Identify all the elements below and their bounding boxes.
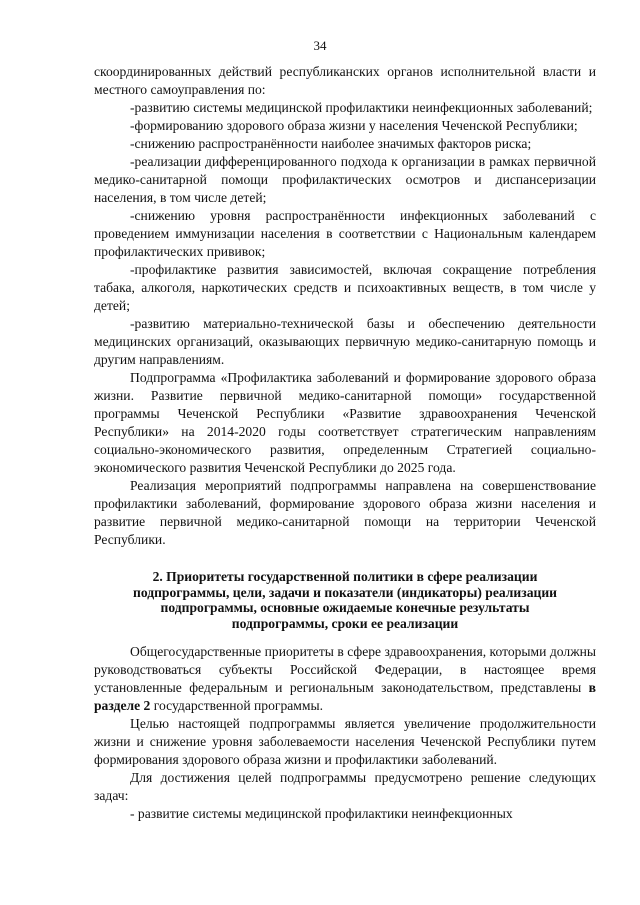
paragraphs-bottom (94, 715, 596, 823)
paragraph: -снижению уровня распространённости инфекционных заболеваний с проведением иммунизации населения в соответствии с Национальным календарем профилактических прививок; (94, 208, 596, 259)
heading-line: подпрограммы, сроки ее реализации (231, 615, 459, 631)
priorities-bold-reference: в разделе 2 (94, 680, 596, 713)
priorities-text-before: Общегосударственные приоритеты в сфере здравоохранения, которыми должны руководствоваться субъекты Российской Федерации, в настоящее время установленные федеральным и региональным законодательством, представлены (94, 644, 596, 695)
paragraph: -формированию здорового образа жизни у населения Чеченской Республики; (130, 118, 578, 133)
paragraph: -снижению распространённости наиболее значимых факторов риска; (130, 136, 532, 151)
paragraph: -реализации дифференцированного подхода к организации в рамках первичной медико-санитарной помощи профилактических осмотров и диспансеризации населения, в том числе детей; (94, 154, 596, 205)
heading-line: 2. Приоритеты государственной политики в сфере реализации (152, 569, 538, 584)
paragraph: -профилактике развития зависимостей, включая сокращение потребления табака, алкоголя, наркотических средств и психоактивных веществ, в том числе у детей; (94, 262, 596, 313)
paragraph: Целью настоящей подпрограммы является увеличение продолжительности жизни и снижение уровня заболеваемости населения Чеченской Республики путем формирования здорового образа жизни и профилактики заболеваний. (94, 716, 596, 767)
paragraph: -развитию материально-технической базы и обеспечению деятельности медицинских организаций, оказывающих первичную медико-санитарную помощь и другим направлениям. (94, 316, 596, 367)
section-heading (94, 569, 596, 631)
priorities-text-after: государственной программы. (150, 698, 324, 713)
paragraph: -развитию системы медицинской профилактики неинфекционных заболеваний; (130, 100, 593, 115)
paragraphs-top (94, 63, 596, 549)
paragraph: Подпрограмма «Профилактика заболеваний и формирование здорового образа жизни. Развитие первичной медико-санитарной помощи» государственной программы Чеченской Республики «Развитие здравоохранения Чеченской Республики» на 2014-2020 годы соответствует стратегическим направлениям социально-экономического развития, определенным Стратегией социально-экономического развития Чеченской Республики до 2025 года. (94, 370, 596, 475)
paragraph: - развитие системы медицинской профилактики неинфекционных (130, 806, 513, 821)
heading-line: подпрограммы, цели, задачи и показатели (индикаторы) реализации (132, 584, 558, 600)
paragraph: Реализация мероприятий подпрограммы направлена на совершенствование профилактики заболеваний, формирование здорового образа жизни населения и развитие первичной медико-санитарной помощи на территории Чеченской Республики. (94, 478, 596, 547)
paragraph: Для достижения целей подпрограммы предусмотрено решение следующих задач: (94, 770, 596, 803)
page-number: 34 (313, 38, 327, 53)
heading-line: подпрограммы, основные ожидаемые конечные результаты (160, 600, 530, 615)
document-body (94, 63, 596, 823)
priorities-paragraph (94, 643, 596, 715)
paragraph: скоординированных действий республиканских органов исполнительной власти и местного самоуправления по: (94, 64, 596, 97)
